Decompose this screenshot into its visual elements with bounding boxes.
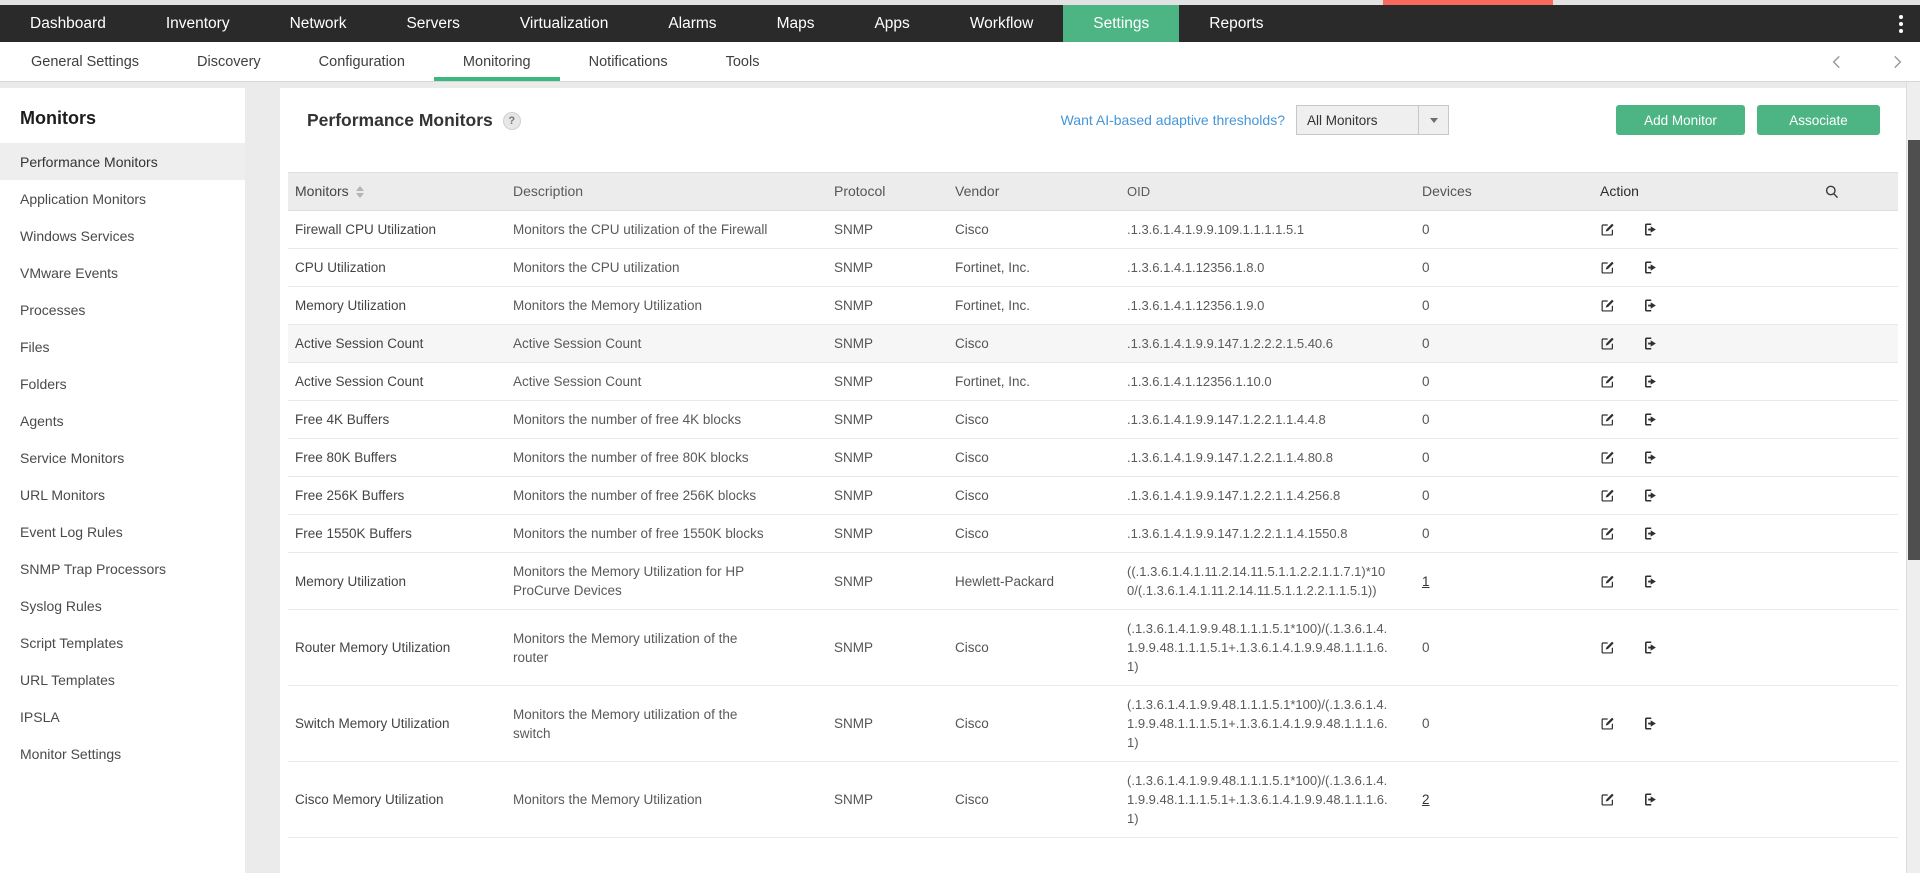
description-cell: Monitors the number of free 80K blocks [513, 450, 749, 465]
column-header-devices[interactable]: Devices [1422, 183, 1472, 199]
protocol-cell: SNMP [834, 336, 874, 351]
devices-count-cell: 0 [1422, 450, 1430, 465]
devices-count-cell [1405, 781, 1580, 818]
vendor-cell: Hewlett-Packard [955, 573, 1055, 589]
sort-arrows-icon[interactable] [356, 186, 364, 198]
table-row[interactable] [288, 401, 1898, 439]
devices-count-cell: 0 [1422, 526, 1430, 541]
table-row[interactable] [288, 287, 1898, 325]
vendor-cell: Cisco [955, 450, 989, 465]
vertical-scrollbar[interactable] [1906, 82, 1920, 873]
chevron-left-icon[interactable] [1828, 53, 1846, 71]
monitor-name-cell: Router Memory Utilization [295, 640, 451, 655]
associate-icon[interactable] [1643, 222, 1658, 237]
column-header-action: Action [1580, 173, 1898, 210]
description-cell: Active Session Count [513, 336, 642, 351]
action-cell [1580, 289, 1898, 322]
protocol-cell: SNMP [834, 640, 874, 655]
nav-item-workflow[interactable]: Workflow [969, 14, 1034, 32]
monitor-name-cell: Cisco Memory Utilization [295, 792, 444, 807]
column-header-oid[interactable]: OID [1127, 184, 1151, 199]
protocol-cell: SNMP [834, 450, 874, 465]
oid-cell: .1.3.6.1.4.1.12356.1.8.0 [1127, 260, 1265, 275]
oid-cell: .1.3.6.1.4.1.9.9.147.1.2.2.2.1.5.40.6 [1127, 336, 1334, 351]
table-row[interactable] [288, 363, 1898, 401]
table-row[interactable] [288, 439, 1898, 477]
associate-icon[interactable] [1643, 412, 1658, 427]
tab-discovery[interactable]: Discovery [197, 53, 261, 70]
sidebar-item-windows-services[interactable]: Windows Services [20, 227, 135, 244]
monitor-name-cell: Free 80K Buffers [295, 450, 397, 465]
sidebar-item-url-templates[interactable]: URL Templates [20, 671, 115, 688]
nav-item-network[interactable]: Network [289, 14, 347, 32]
protocol-cell: SNMP [834, 488, 874, 503]
associate-icon[interactable] [1643, 640, 1658, 655]
adaptive-thresholds-link[interactable]: Want AI-based adaptive thresholds? [1060, 112, 1285, 128]
action-cell [1580, 403, 1898, 436]
nav-item-dashboard[interactable]: Dashboard [30, 14, 106, 32]
oid-cell: .1.3.6.1.4.1.9.9.147.1.2.2.1.1.4.256.8 [1127, 488, 1341, 503]
column-header-monitors[interactable]: Monitors [288, 173, 506, 210]
sidebar-item-vmware-events[interactable]: VMware Events [20, 264, 119, 281]
sidebar-item-event-log-rules[interactable]: Event Log Rules [20, 523, 123, 540]
protocol-cell: SNMP [834, 260, 874, 275]
monitor-name-cell: Memory Utilization [295, 298, 407, 313]
associate-icon[interactable] [1643, 450, 1658, 465]
tab-notifications[interactable]: Notifications [588, 53, 668, 70]
devices-count-cell: 0 [1422, 298, 1430, 313]
vendor-cell: Cisco [955, 412, 989, 427]
description-cell: Monitors the Memory Utilization [513, 298, 703, 313]
sidebar-item-processes[interactable]: Processes [20, 301, 86, 318]
protocol-cell: SNMP [834, 526, 874, 541]
tab-monitoring[interactable]: Monitoring [434, 42, 560, 81]
page-title: Performance Monitors [307, 110, 493, 130]
oid-cell: ((.1.3.6.1.4.1.11.2.14.11.5.1.1.2.2.1.1.7.1)*100/(.1.3.6.1.4.1.11.2.14.11.5.1.1.2.2.1.1.5.1)) [1127, 564, 1386, 598]
description-cell: Monitors the CPU utilization of the Firewall [513, 222, 768, 237]
monitor-name-cell: Switch Memory Utilization [295, 716, 450, 731]
description-cell: Monitors the CPU utilization [513, 260, 680, 275]
vendor-cell: Cisco [955, 526, 989, 541]
edit-icon[interactable] [1600, 640, 1615, 655]
performance-monitors-table [288, 172, 1898, 838]
monitor-name-cell: Firewall CPU Utilization [295, 222, 437, 237]
action-cell [1580, 565, 1898, 598]
edit-icon[interactable] [1600, 450, 1615, 465]
edit-icon[interactable] [1600, 716, 1615, 731]
nav-item-reports[interactable]: Reports [1209, 14, 1264, 32]
vendor-cell: Cisco [955, 640, 989, 655]
nav-item-virtualization[interactable]: Virtualization [519, 14, 609, 32]
edit-icon[interactable] [1600, 412, 1615, 427]
associate-icon[interactable] [1643, 336, 1658, 351]
associate-icon[interactable] [1643, 298, 1658, 313]
nav-item-apps[interactable]: Apps [874, 14, 910, 32]
oid-cell: .1.3.6.1.4.1.12356.1.10.0 [1127, 374, 1272, 389]
protocol-cell: SNMP [834, 298, 874, 313]
sidebar-item-syslog-rules[interactable]: Syslog Rules [20, 597, 102, 614]
sidebar-item-files[interactable]: Files [20, 338, 50, 355]
monitors-sidebar [0, 88, 245, 873]
table-row[interactable] [288, 610, 1898, 686]
tab-tools[interactable]: Tools [725, 53, 760, 70]
nav-item-settings[interactable]: Settings [1063, 5, 1179, 42]
oid-cell: .1.3.6.1.4.1.9.9.109.1.1.1.1.5.1 [1127, 222, 1305, 237]
associate-icon[interactable] [1643, 260, 1658, 275]
description-cell: Monitors the Memory Utilization for HP ProCurve Devices [513, 564, 744, 598]
devices-count-cell: 0 [1422, 716, 1430, 731]
edit-icon[interactable] [1600, 298, 1615, 313]
monitor-filter-dropdown[interactable] [1296, 105, 1449, 135]
devices-count-cell: 0 [1422, 488, 1430, 503]
column-header-protocol[interactable]: Protocol [834, 183, 886, 199]
search-icon[interactable] [1824, 184, 1840, 200]
table-row[interactable] [288, 325, 1898, 363]
associate-icon[interactable] [1643, 374, 1658, 389]
action-cell [1580, 327, 1898, 360]
oid-cell: (.1.3.6.1.4.1.9.9.48.1.1.1.5.1*100)/(.1.3.6.1.4.1.9.9.48.1.1.1.5.1+.1.3.6.1.4.1.9.9.48.1.1.1.6.1) [1127, 697, 1388, 750]
nav-item-inventory[interactable]: Inventory [165, 14, 230, 32]
monitor-name-cell: Free 256K Buffers [295, 488, 405, 503]
devices-count-cell: 0 [1422, 260, 1430, 275]
action-cell [1580, 707, 1898, 740]
vendor-cell: Cisco [955, 336, 989, 351]
associate-icon[interactable] [1643, 716, 1658, 731]
table-row[interactable] [288, 686, 1898, 762]
tab-configuration[interactable]: Configuration [318, 53, 405, 70]
chevron-down-icon[interactable] [1418, 106, 1448, 134]
settings-subnav [0, 42, 1920, 82]
associate-icon[interactable] [1643, 526, 1658, 541]
monitor-name-cell: Free 4K Buffers [295, 412, 390, 427]
chevron-right-icon[interactable] [1888, 53, 1906, 71]
action-cell [1580, 517, 1898, 550]
devices-count-cell: 0 [1422, 222, 1430, 237]
oid-cell: .1.3.6.1.4.1.9.9.147.1.2.2.1.1.4.1550.8 [1127, 526, 1348, 541]
kebab-menu-icon[interactable] [1894, 13, 1908, 35]
associate-icon[interactable] [1643, 488, 1658, 503]
dropdown-selected-value: All Monitors [1307, 112, 1378, 128]
description-cell: Monitors the Memory utilization of the switch [513, 706, 738, 741]
edit-icon[interactable] [1600, 792, 1615, 807]
top-navigation [0, 5, 1920, 42]
vendor-cell: Cisco [955, 488, 989, 503]
vendor-cell: Fortinet, Inc. [955, 260, 1031, 275]
vendor-cell: Cisco [955, 716, 989, 731]
tab-general-settings[interactable]: General Settings [31, 53, 140, 70]
nav-item-alarms[interactable]: Alarms [668, 14, 717, 32]
monitor-name-cell: Active Session Count [295, 374, 424, 389]
monitor-name-cell: CPU Utilization [295, 260, 386, 275]
action-cell [1580, 441, 1898, 474]
vendor-cell: Cisco [955, 222, 989, 237]
edit-icon[interactable] [1600, 574, 1615, 589]
monitor-name-cell: Active Session Count [295, 336, 424, 351]
devices-link[interactable]: 1 [1422, 573, 1430, 589]
protocol-cell: SNMP [834, 374, 874, 389]
column-header-description[interactable]: Description [513, 183, 584, 199]
description-cell: Monitors the Memory utilization of the router [513, 630, 738, 665]
oid-cell: .1.3.6.1.4.1.9.9.147.1.2.2.1.1.4.4.8 [1127, 412, 1326, 427]
add-monitor-button[interactable]: Add Monitor [1616, 105, 1745, 135]
table-row[interactable] [288, 211, 1898, 249]
protocol-cell: SNMP [834, 412, 874, 427]
nav-item-maps[interactable]: Maps [776, 14, 815, 32]
action-cell [1580, 213, 1898, 246]
sidebar-item-application-monitors[interactable]: Application Monitors [20, 190, 147, 207]
sidebar-item-service-monitors[interactable]: Service Monitors [20, 449, 125, 466]
monitor-name-cell: Memory Utilization [295, 573, 407, 589]
action-cell [1580, 631, 1898, 664]
monitor-name-cell: Free 1550K Buffers [295, 526, 412, 541]
associate-button[interactable]: Associate [1757, 105, 1880, 135]
description-cell: Active Session Count [513, 374, 642, 389]
performance-monitors-panel [280, 88, 1906, 873]
action-cell [1580, 479, 1898, 512]
description-cell: Monitors the number of free 1550K blocks [513, 526, 764, 541]
table-header-row [288, 172, 1898, 211]
devices-count-cell: 0 [1422, 374, 1430, 389]
description-cell: Monitors the number of free 256K blocks [513, 488, 757, 503]
sidebar-item-monitor-settings[interactable]: Monitor Settings [20, 745, 122, 762]
devices-link[interactable]: 2 [1422, 792, 1430, 807]
table-row[interactable] [288, 477, 1898, 515]
sidebar-item-folders[interactable]: Folders [20, 375, 67, 392]
table-row[interactable] [288, 515, 1898, 553]
sidebar-item-snmp-trap-processors[interactable]: SNMP Trap Processors [20, 560, 167, 577]
scrollbar-thumb[interactable] [1908, 140, 1920, 560]
associate-icon[interactable] [1643, 792, 1658, 807]
sidebar-item-url-monitors[interactable]: URL Monitors [20, 486, 106, 503]
edit-icon[interactable] [1600, 526, 1615, 541]
edit-icon[interactable] [1600, 374, 1615, 389]
associate-icon[interactable] [1643, 574, 1658, 589]
table-row[interactable] [288, 553, 1898, 610]
vendor-cell: Fortinet, Inc. [955, 298, 1031, 313]
edit-icon[interactable] [1600, 336, 1615, 351]
oid-cell: (.1.3.6.1.4.1.9.9.48.1.1.1.5.1*100)/(.1.3.6.1.4.1.9.9.48.1.1.1.5.1+.1.3.6.1.4.1.9.9.48.1.1.1.6.1) [1127, 773, 1388, 826]
devices-count-cell: 0 [1422, 640, 1430, 655]
sidebar-title: Monitors [20, 108, 96, 128]
vendor-cell: Fortinet, Inc. [955, 374, 1031, 389]
nav-item-servers[interactable]: Servers [406, 14, 460, 32]
protocol-cell: SNMP [834, 573, 874, 589]
oid-cell: (.1.3.6.1.4.1.9.9.48.1.1.1.5.1*100)/(.1.3.6.1.4.1.9.9.48.1.1.1.5.1+.1.3.6.1.4.1.9.9.48.1.1.1.6.1) [1127, 621, 1388, 674]
edit-icon[interactable] [1600, 488, 1615, 503]
sidebar-item-ipsla[interactable]: IPSLA [20, 708, 60, 725]
protocol-cell: SNMP [834, 222, 874, 237]
description-cell: Monitors the Memory Utilization [513, 792, 703, 807]
table-row[interactable] [288, 249, 1898, 287]
sidebar-item-agents[interactable]: Agents [20, 412, 64, 429]
protocol-cell: SNMP [834, 716, 874, 731]
description-cell: Monitors the number of free 4K blocks [513, 412, 742, 427]
table-row[interactable] [288, 762, 1898, 838]
sidebar-item-script-templates[interactable]: Script Templates [20, 634, 124, 651]
vendor-cell: Cisco [955, 792, 989, 807]
devices-count-cell [1405, 563, 1580, 600]
devices-count-cell: 0 [1422, 336, 1430, 351]
edit-icon[interactable] [1600, 222, 1615, 237]
edit-icon[interactable] [1600, 260, 1615, 275]
oid-cell: .1.3.6.1.4.1.9.9.147.1.2.2.1.1.4.80.8 [1127, 450, 1334, 465]
sidebar-item-performance-monitors[interactable]: Performance Monitors [0, 143, 245, 180]
help-icon[interactable]: ? [503, 112, 521, 130]
devices-count-cell: 0 [1422, 412, 1430, 427]
oid-cell: .1.3.6.1.4.1.12356.1.9.0 [1127, 298, 1265, 313]
column-header-vendor[interactable]: Vendor [955, 183, 1000, 199]
action-cell [1580, 251, 1898, 284]
action-cell [1580, 365, 1898, 398]
protocol-cell: SNMP [834, 792, 874, 807]
action-cell [1580, 783, 1898, 816]
